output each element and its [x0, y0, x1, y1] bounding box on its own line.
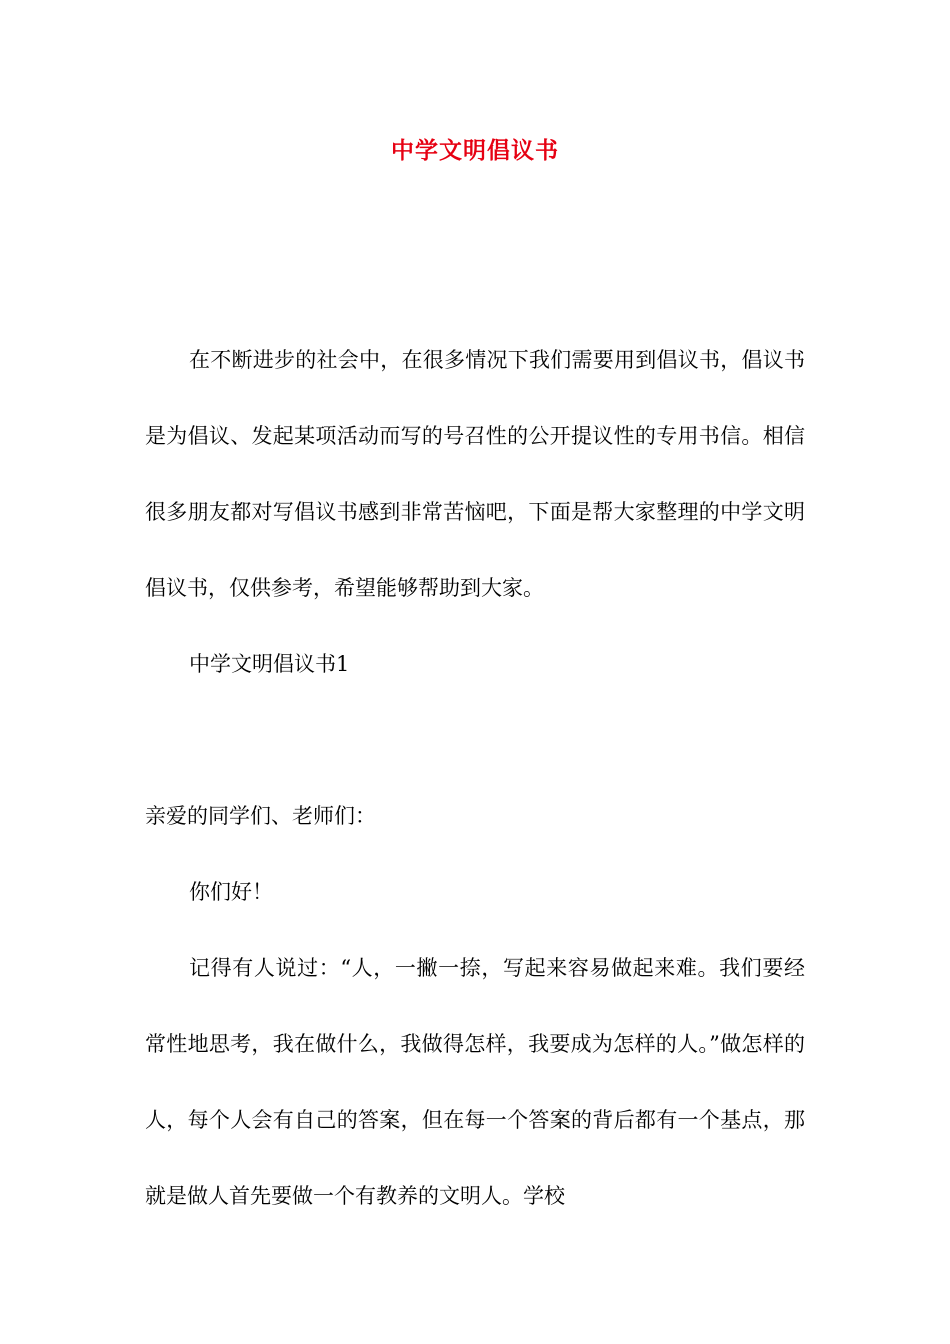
blank-line — [145, 702, 805, 778]
section-heading: 中学文明倡议书1 — [189, 652, 350, 676]
document-body — [145, 322, 805, 1234]
body-paragraph: 记得有人说过：“人，一撇一捺，写起来容易做起来难。我们要经常性地思考，我在做什么，我做得怎样，我要成为怎样的人。”做怎样的人，每个人会有自己的答案，但在每一个答案的背后都有一个基点，那就是做人首先要做一个有教养的文明人。学校 — [145, 956, 805, 1208]
greeting: 你们好！ — [189, 880, 273, 904]
salutation: 亲爱的同学们、老师们： — [145, 804, 376, 828]
document-title: 中学文明倡议书 — [391, 137, 559, 164]
intro-paragraph: 在不断进步的社会中，在很多情况下我们需要用到倡议书，倡议书是为倡议、发起某项活动而写的号召性的公开提议性的专用书信。相信很多朋友都对写倡议书感到非常苦恼吧，下面是帮大家整理的中学文明倡议书，仅供参考，希望能够帮助到大家。 — [145, 348, 805, 600]
